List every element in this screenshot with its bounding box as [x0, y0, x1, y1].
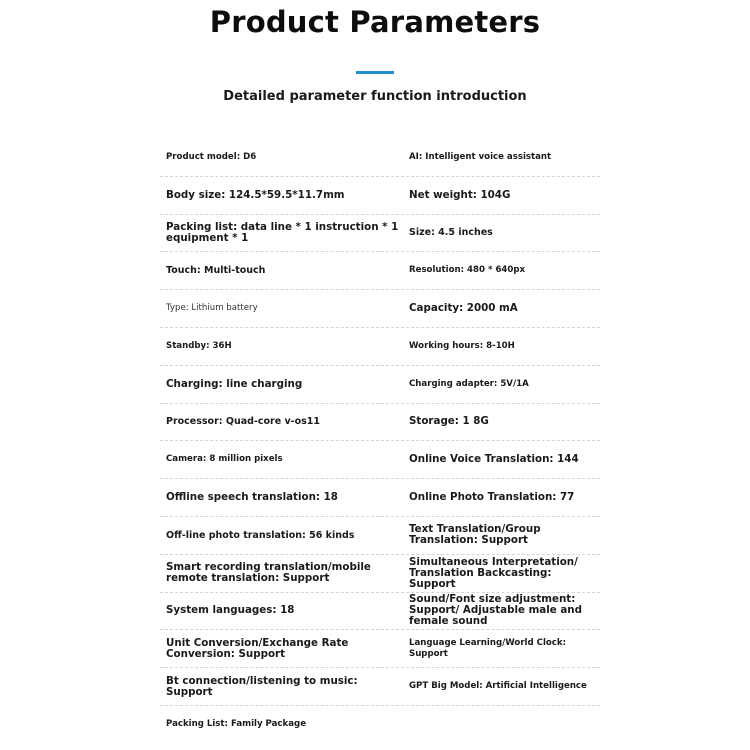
- parameter-left: Standby: 36H: [166, 340, 232, 351]
- parameter-left: Packing list: data line * 1 instruction * 1 equipment * 1: [166, 220, 399, 244]
- parameter-right: Text Translation/Group Translation: Support: [409, 523, 541, 547]
- parameter-row: [160, 517, 600, 555]
- parameter-right: Simultaneous Interpretation/ Translation Backcasting: Support: [409, 555, 578, 590]
- parameter-row: [160, 366, 600, 404]
- parameter-row: [160, 177, 600, 215]
- parameter-left: Charging: line charging: [166, 377, 303, 390]
- parameter-row: [160, 139, 600, 177]
- parameter-left: Touch: Multi-touch: [166, 265, 266, 277]
- parameter-row: [160, 328, 600, 366]
- parameter-left: Product model: D6: [166, 151, 257, 162]
- parameter-right: Language Learning/World Clock: Support: [409, 637, 567, 659]
- parameter-left: Bt connection/listening to music: Support: [166, 674, 358, 698]
- parameter-row: [160, 215, 600, 253]
- parameter-left: Camera: 8 million pixels: [166, 454, 283, 465]
- parameter-right: Capacity: 2000 mA: [409, 302, 518, 315]
- parameter-right: Resolution: 480 * 640px: [409, 265, 526, 276]
- page-subtitle: Detailed parameter function introduction: [223, 89, 527, 104]
- parameter-row: [160, 441, 600, 479]
- parameter-row: [160, 290, 600, 328]
- page-title: Product Parameters: [209, 5, 541, 39]
- parameter-right: Working hours: 8-10H: [409, 340, 515, 351]
- parameter-right: Online Voice Translation: 144: [409, 453, 579, 466]
- parameter-right: Online Photo Translation: 77: [409, 491, 575, 504]
- parameter-left: Processor: Quad-core v-os11: [166, 416, 320, 428]
- parameter-right: Storage: 1 8G: [409, 415, 489, 428]
- parameter-row: [160, 706, 600, 744]
- parameter-left: Off-line photo translation: 56 kinds: [166, 529, 355, 541]
- parameter-right: Size: 4.5 inches: [409, 227, 493, 239]
- parameter-left: Smart recording translation/mobile remote translation: Support: [166, 561, 371, 585]
- parameter-left: System languages: 18: [166, 604, 295, 617]
- parameter-row: [160, 555, 600, 593]
- parameter-row: [160, 479, 600, 517]
- parameter-row: [160, 593, 600, 631]
- parameter-left: Type: Lithium battery: [166, 303, 258, 314]
- parameter-right: Net weight: 104G: [409, 188, 511, 201]
- parameter-right: Charging adapter: 5V/1A: [409, 378, 529, 389]
- parameter-row: [160, 630, 600, 668]
- parameter-right: AI: Intelligent voice assistant: [409, 151, 552, 162]
- parameter-left: Body size: 124.5*59.5*11.7mm: [166, 188, 345, 201]
- parameter-row: [160, 668, 600, 706]
- parameter-right: GPT Big Model: Artificial Intelligence: [409, 681, 587, 692]
- parameter-right: Sound/Font size adjustment: Support/ Adjustable male and female sound: [409, 593, 583, 628]
- parameter-row: [160, 404, 600, 442]
- parameter-left: Unit Conversion/Exchange Rate Conversion: Support: [166, 636, 349, 660]
- parameter-left: Packing List: Family Package: [166, 719, 307, 730]
- parameters-table: [160, 139, 600, 744]
- parameter-row: [160, 252, 600, 290]
- title-accent-bar: [356, 71, 394, 74]
- parameter-left: Offline speech translation: 18: [166, 491, 338, 504]
